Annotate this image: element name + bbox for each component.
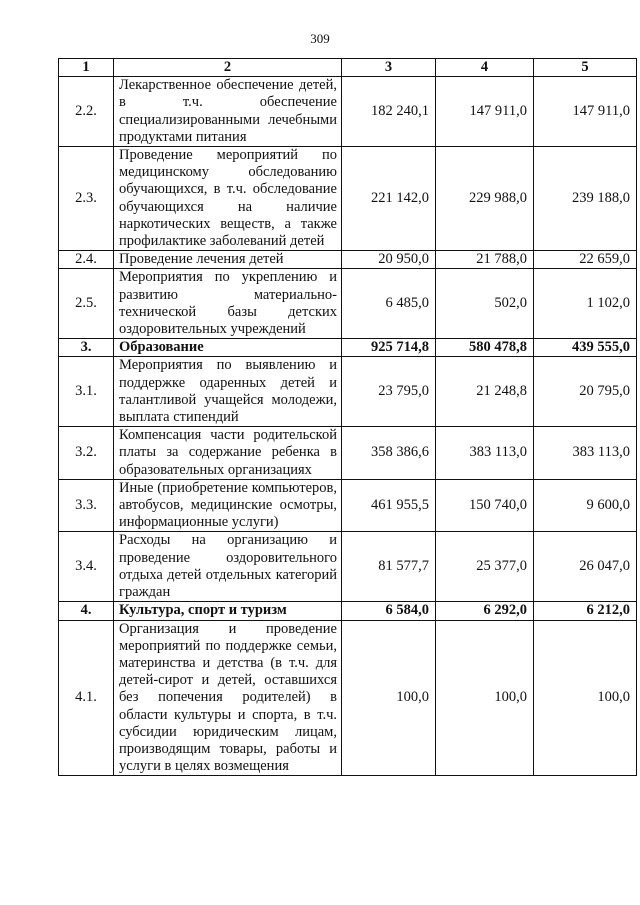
value-col4-cell: 580 478,8 (436, 339, 534, 357)
value-col4-cell: 147 911,0 (436, 77, 534, 147)
value-col3-cell: 221 142,0 (342, 147, 436, 251)
row-number-cell: 3.4. (59, 532, 114, 602)
row-number-cell: 2.5. (59, 269, 114, 339)
column-header-4: 4 (436, 59, 534, 77)
row-number-cell: 4.1. (59, 620, 114, 776)
description-cell: Мероприятия по укреплению и развитию материально-технической базы детских оздоровительных учреждений (114, 269, 342, 339)
value-col4-cell: 150 740,0 (436, 479, 534, 532)
row-number-cell: 3.1. (59, 357, 114, 427)
value-col4-cell: 25 377,0 (436, 532, 534, 602)
value-col3-cell: 81 577,7 (342, 532, 436, 602)
description-cell: Расходы на организацию и проведение оздоровительного отдыха детей отдельных категорий граждан (114, 532, 342, 602)
description-cell: Мероприятия по выявлению и поддержке одаренных детей и талантливой учащейся молодежи, выплата стипендий (114, 357, 342, 427)
row-number-cell: 2.4. (59, 251, 114, 269)
description-cell: Лекарственное обеспечение детей, в т.ч. обеспечение специализированными лечебными продуктами питания (114, 77, 342, 147)
table-row (59, 147, 637, 251)
column-header-2: 2 (114, 59, 342, 77)
value-col4-cell: 21 788,0 (436, 251, 534, 269)
value-col4-cell: 6 292,0 (436, 602, 534, 620)
value-col4-cell: 383 113,0 (436, 427, 534, 480)
value-col5-cell: 22 659,0 (534, 251, 637, 269)
value-col3-cell: 100,0 (342, 620, 436, 776)
description-cell: Иные (приобретение компьютеров, автобусов, медицинские осмотры, информационные услуги) (114, 479, 342, 532)
section-row (59, 339, 637, 357)
value-col5-cell: 383 113,0 (534, 427, 637, 480)
row-number-cell: 2.3. (59, 147, 114, 251)
table-header-row (59, 59, 637, 77)
description-cell: Компенсация части родительской платы за содержание ребенка в образовательных организациях (114, 427, 342, 480)
value-col3-cell: 461 955,5 (342, 479, 436, 532)
value-col4-cell: 21 248,8 (436, 357, 534, 427)
description-cell: Проведение лечения детей (114, 251, 342, 269)
description-cell: Образование (114, 339, 342, 357)
table-row (59, 620, 637, 776)
value-col3-cell: 925 714,8 (342, 339, 436, 357)
value-col3-cell: 6 485,0 (342, 269, 436, 339)
value-col3-cell: 23 795,0 (342, 357, 436, 427)
value-col5-cell: 1 102,0 (534, 269, 637, 339)
value-col4-cell: 100,0 (436, 620, 534, 776)
value-col5-cell: 439 555,0 (534, 339, 637, 357)
row-number-cell: 3. (59, 339, 114, 357)
value-col3-cell: 358 386,6 (342, 427, 436, 480)
description-cell: Культура, спорт и туризм (114, 602, 342, 620)
column-header-3: 3 (342, 59, 436, 77)
table-row (59, 251, 637, 269)
table-row (59, 532, 637, 602)
table-row (59, 77, 637, 147)
value-col4-cell: 229 988,0 (436, 147, 534, 251)
table-row (59, 427, 637, 480)
value-col5-cell: 9 600,0 (534, 479, 637, 532)
value-col3-cell: 20 950,0 (342, 251, 436, 269)
table-body (59, 59, 637, 776)
row-number-cell: 3.2. (59, 427, 114, 480)
value-col5-cell: 26 047,0 (534, 532, 637, 602)
value-col4-cell: 502,0 (436, 269, 534, 339)
row-number-cell: 3.3. (59, 479, 114, 532)
value-col5-cell: 6 212,0 (534, 602, 637, 620)
row-number-cell: 2.2. (59, 77, 114, 147)
value-col5-cell: 20 795,0 (534, 357, 637, 427)
row-number-cell: 4. (59, 602, 114, 620)
description-cell: Организация и проведение мероприятий по поддержке семьи, материнства и детства (в т.ч. для детей-сирот и детей, оставшихся без попечения родителей) в области культуры и спорта, в т.ч. субсидии юридическим лицам, производящим товары, работы и услуги в целях возмещения (114, 620, 342, 776)
value-col3-cell: 182 240,1 (342, 77, 436, 147)
description-cell: Проведение мероприятий по медицинскому обследованию обучающихся, в т.ч. обследование обучающихся на наличие наркотических веществ, а также профилактике заболеваний детей (114, 147, 342, 251)
value-col5-cell: 147 911,0 (534, 77, 637, 147)
table-row (59, 479, 637, 532)
value-col5-cell: 239 188,0 (534, 147, 637, 251)
table-row (59, 357, 637, 427)
value-col5-cell: 100,0 (534, 620, 637, 776)
column-header-1: 1 (59, 59, 114, 77)
section-row (59, 602, 637, 620)
table-row (59, 269, 637, 339)
budget-table (58, 58, 637, 776)
column-header-5: 5 (534, 59, 637, 77)
value-col3-cell: 6 584,0 (342, 602, 436, 620)
page-number: 309 (310, 31, 330, 46)
